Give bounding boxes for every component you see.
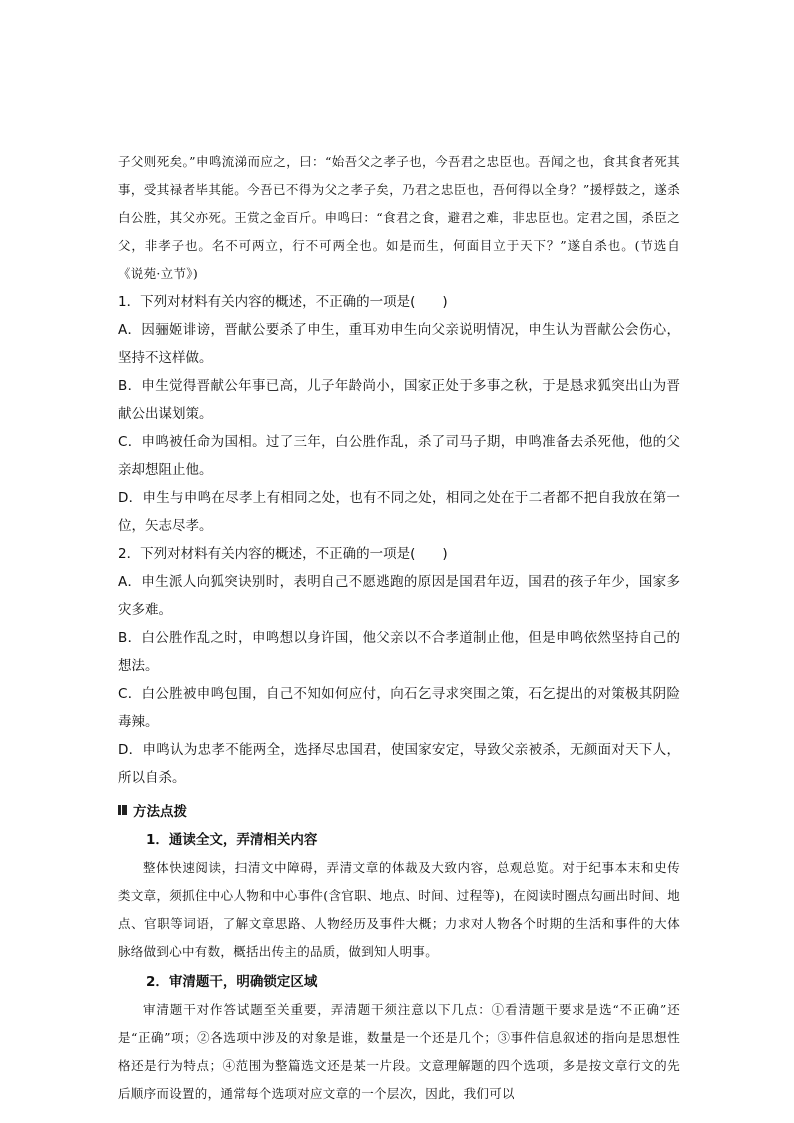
classical-passage: 子父则死矣。”申鸣流涕而应之，曰：“始吾父之孝子也，今吾君之忠臣也。吾闻之也，食其食者死其事，受其禄者毕其能。今吾已不得为父之孝子矣，乃君之忠臣也，吾何得以全身？”援桴鼓之，遂杀白公胜，其父亦死。王赏之金百斤。申鸣曰：“食君之食，避君之难，非忠臣也。定君之国，杀臣之父，非孝子也。名不可两立，行不可两全也。如是而生，何面目立于天下？”遂自杀也。(节选自《说苑·立节》) xyxy=(118,154,680,281)
question-1-option-a: A．因骊姬诽谤，晋献公要杀了申生，重耳劝申生向父亲说明情况，申生认为晋献公会伤心，坚持不这样做。 xyxy=(118,322,680,366)
question-2-option-d: D．申鸣认为忠孝不能两全，选择尽忠国君，使国家安定，导致父亲被杀，无颜面对天下人，所以自杀。 xyxy=(118,742,680,786)
question-1-option-b: B．申生觉得晋献公年事已高，儿子年龄尚小，国家正处于多事之秋，于是恳求狐突出山为晋献公出谋划策。 xyxy=(118,378,680,422)
method-heading xyxy=(118,796,680,824)
section-marker-icon xyxy=(118,805,127,815)
question-1-option-c: C．申鸣被任命为国相。过了三年，白公胜作乱，杀了司马子期，申鸣准备去杀死他，他的父亲却想阻止他。 xyxy=(118,434,680,478)
question-2-stem: 2．下列对材料有关内容的概述，不正确的一项是( ) xyxy=(118,546,448,562)
method-heading-title: 方法点拨 xyxy=(133,804,187,820)
document-page xyxy=(118,148,680,1108)
question-2-option-c: C．白公胜被申鸣包围，自己不知如何应付，向石乞寻求突围之策，石乞提出的对策极其阴险毒辣。 xyxy=(118,686,680,730)
question-2-option-b: B．白公胜作乱之时，申鸣想以身许国，他父亲以不合孝道制止他，但是申鸣依然坚持自己的想法。 xyxy=(118,630,680,674)
method-step-1-title: 1．通读全文，弄清相关内容 xyxy=(146,832,318,848)
question-2 xyxy=(118,540,680,792)
method-step-2-text: 审清题干对作答试题至关重要，弄清题干须注意以下几点：①看清题干要求是选“不正确”还是“正确”项；②各选项中涉及的对象是谁，数量是一个还是几个；③事件信息叙述的指向是思想性格还是行为特点；④范围为整篇选文还是某一片段。文意理解题的四个选项，多是按文章行文的先后顺序而设置的，通常每个选项对应文章的一个层次，因此，我们可以 xyxy=(118,1002,680,1101)
method-step-2-title: 2．审清题干，明确锁定区域 xyxy=(146,974,318,990)
question-2-option-a: A．申生派人向狐突诀别时，表明自己不愿逃跑的原因是国君年迈，国君的孩子年少，国家多灾多难。 xyxy=(118,574,680,618)
question-1-stem: 1．下列对材料有关内容的概述，不正确的一项是( ) xyxy=(118,294,448,310)
question-1 xyxy=(118,288,680,540)
method-step-1-text: 整体快速阅读，扫清文中障碍，弄清文章的体裁及大致内容，总观总览。对于纪事本末和史传类文章，须抓住中心人物和中心事件(含官职、地点、时间、过程等)，在阅读时圈点勾画出时间、地点、官职等词语，了解文章思路、人物经历及事件大概；力求对人物各个时期的生活和事件的大体脉络做到心中有数，概括出传主的品质，做到知人明事。 xyxy=(118,860,680,959)
question-1-option-d: D．申生与申鸣在尽孝上有相同之处，也有不同之处，相同之处在于二者都不把自我放在第一位，矢志尽孝。 xyxy=(118,490,680,534)
